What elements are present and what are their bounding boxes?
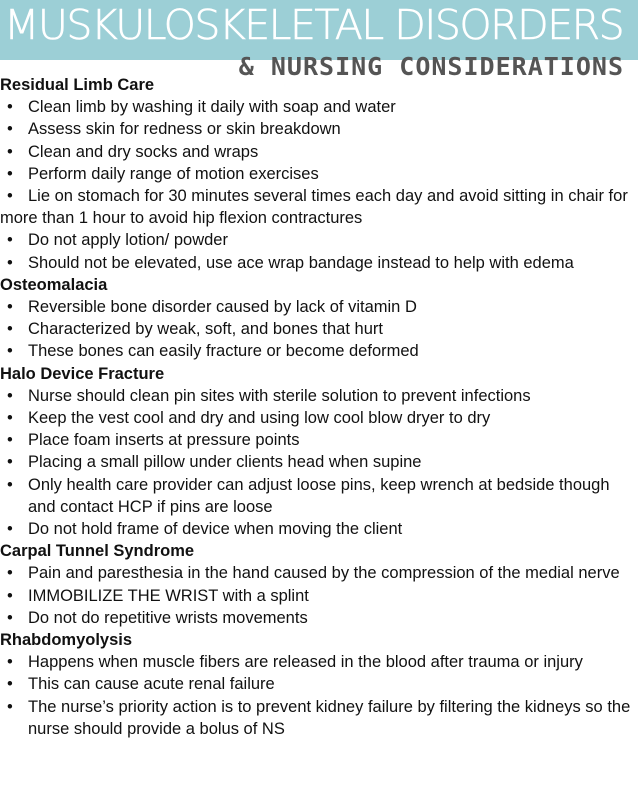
list-item: • This can cause acute renal failure: [0, 673, 636, 695]
list-item: • Reversible bone disorder caused by lack of vitamin D: [0, 296, 636, 318]
section-residual-limb-care: [0, 74, 636, 274]
bullet-list: [0, 385, 636, 540]
section-heading: Rhabdomyolysis: [0, 631, 133, 650]
list-item: • Placing a small pillow under clients head when supine: [0, 451, 636, 473]
list-item: • Perform daily range of motion exercises: [0, 163, 636, 185]
section-heading: Halo Device Fracture: [0, 364, 165, 383]
list-item: • Clean limb by washing it daily with soap and water: [0, 96, 636, 118]
list-item: • Characterized by weak, soft, and bones that hurt: [0, 318, 636, 340]
list-item: • Place foam inserts at pressure points: [0, 429, 636, 451]
list-item: • These bones can easily fracture or become deformed: [0, 340, 636, 362]
bullet-list: [0, 96, 636, 274]
section-carpal-tunnel-syndrome: [0, 540, 636, 629]
list-item: • Do not hold frame of device when moving the client: [0, 518, 636, 540]
section-heading: Residual Limb Care: [0, 76, 155, 94]
list-item: • Keep the vest cool and dry and using low cool blow dryer to dry: [0, 407, 636, 429]
list-item: • Only health care provider can adjust loose pins, keep wrench at bedside though and contact HCP if pins are loose: [0, 474, 636, 518]
list-item: • Pain and paresthesia in the hand caused by the compression of the medial nerve: [0, 562, 636, 584]
section-osteomalacia: [0, 274, 636, 363]
list-item: • IMMOBILIZE THE WRIST with a splint: [0, 585, 636, 607]
list-item: • Clean and dry socks and wraps: [0, 141, 636, 163]
list-item: • Do not do repetitive wrists movements: [0, 607, 636, 629]
list-item: • Do not apply lotion/ powder: [0, 229, 636, 251]
section-heading: Osteomalacia: [0, 275, 108, 294]
section-halo-device-fracture: [0, 363, 636, 541]
section-rhabdomyolysis: [0, 629, 636, 740]
section-heading: Carpal Tunnel Syndrome: [0, 542, 195, 561]
list-item: • Assess skin for redness or skin breakdown: [0, 118, 636, 140]
list-item: • Nurse should clean pin sites with sterile solution to prevent infections: [0, 385, 636, 407]
list-item: • The nurse’s priority action is to prevent kidney failure by filtering the kidneys so the nurse should provide a bolus of NS: [0, 696, 636, 740]
bullet-list: [0, 296, 636, 363]
list-item: • Should not be elevated, use ace wrap bandage instead to help with edema: [0, 252, 636, 274]
page-title: MUSKULOSKELETAL DISORDERS: [4, 1, 624, 49]
page-subtitle: & NURSING CONSIDERATIONS: [238, 52, 624, 81]
bullet-list: [0, 651, 636, 740]
list-item: • Happens when muscle fibers are released in the blood after trauma or injury: [0, 651, 636, 673]
bullet-list: [0, 562, 636, 629]
document-body: [0, 74, 636, 740]
list-item: • Lie on stomach for 30 minutes several times each day and avoid sitting in chair for more than 1 hour to avoid hip flexion contractures: [0, 185, 636, 229]
